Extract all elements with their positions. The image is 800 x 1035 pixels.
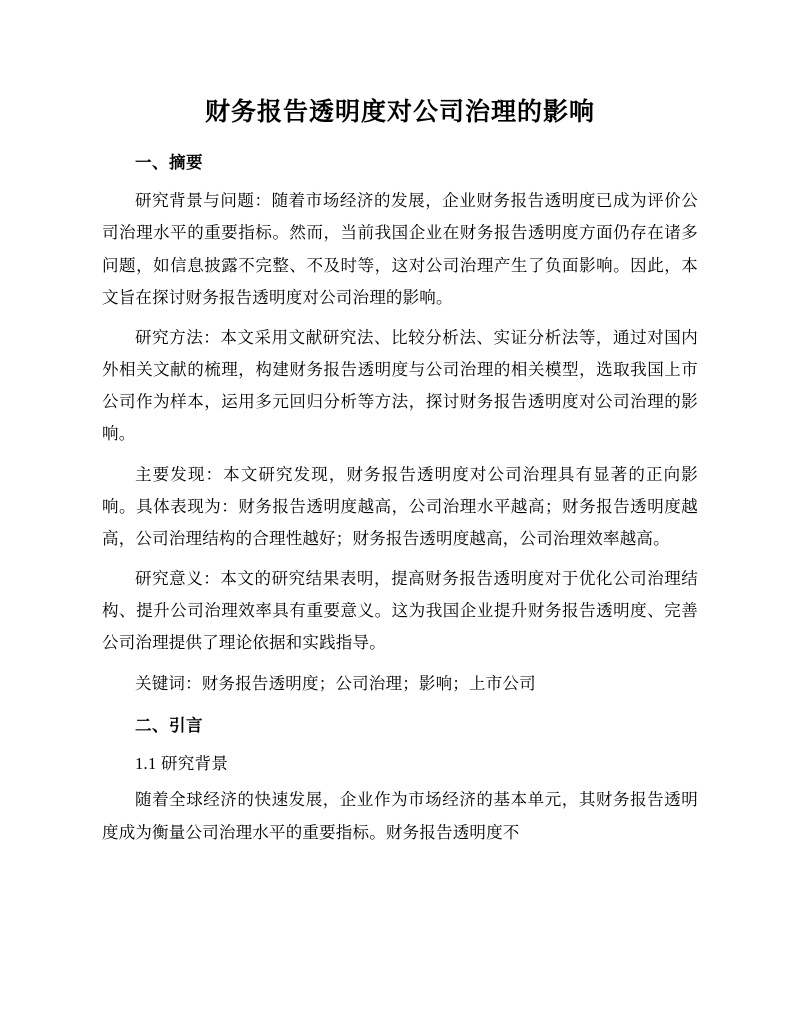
paragraph-research-background: 研究背景与问题：随着市场经济的发展，企业财务报告透明度已成为评价公司治理水平的重要指标。然而，当前我国企业在财务报告透明度方面仍存在诸多问题，如信息披露不完整、不及时等，这对公司治理产生了负面影响。因此，本文旨在探讨财务报告透明度对公司治理的影响。	[102, 191, 698, 307]
section-abstract	[102, 151, 698, 700]
paragraph-main-findings: 主要发现：本文研究发现，财务报告透明度对公司治理具有显著的正向影响。具体表现为：财务报告透明度越高，公司治理水平越高；财务报告透明度越高，公司治理结构的合理性越好；财务报告透明度越高，公司治理效率越高。	[102, 464, 698, 548]
section-introduction	[102, 714, 698, 849]
paragraph-research-method: 研究方法：本文采用文献研究法、比较分析法、实证分析法等，通过对国内外相关文献的梳理，构建财务报告透明度与公司治理的相关模型，选取我国上市公司作为样本，运用多元回归分析等方法，探讨财务报告透明度对公司治理的影响。	[102, 327, 698, 444]
subsection-heading-research-background: 1.1 研究背景	[135, 753, 229, 773]
section-heading-abstract: 一、摘要	[135, 152, 203, 172]
section-heading-introduction: 二、引言	[135, 715, 203, 735]
paragraph-keywords: 关键词：财务报告透明度；公司治理；影响；上市公司	[135, 673, 536, 693]
paragraph-introduction-body: 随着全球经济的快速发展，企业作为市场经济的基本单元，其财务报告透明度成为衡量公司治理水平的重要指标。财务报告透明度不	[102, 790, 698, 842]
paragraph-research-significance: 研究意义：本文的研究结果表明，提高财务报告透明度对于优化公司治理结构、提升公司治理效率具有重要意义。这为我国企业提升财务报告透明度、完善公司治理提供了理论依据和实践指导。	[102, 569, 698, 653]
page-title: 财务报告透明度对公司治理的影响	[204, 97, 595, 126]
